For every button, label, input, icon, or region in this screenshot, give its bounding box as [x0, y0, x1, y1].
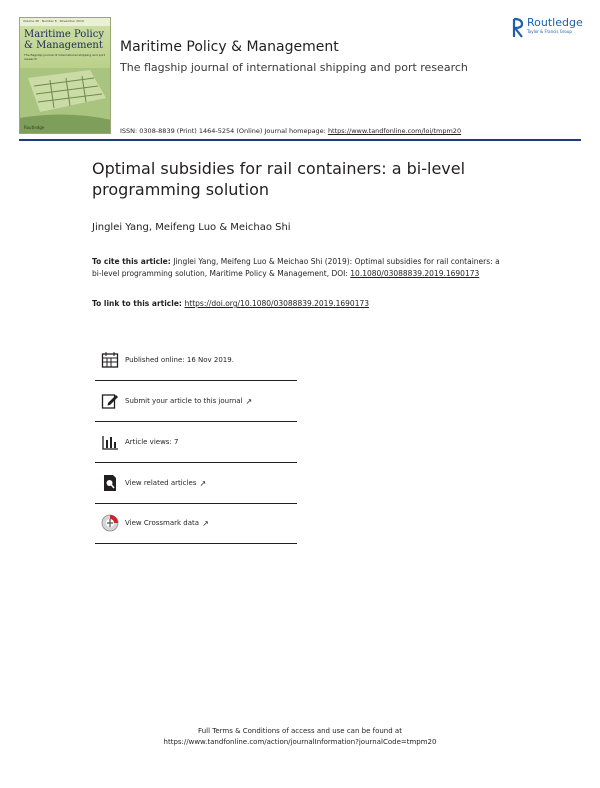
journal-subtitle: The flagship journal of international shipping and port research — [120, 61, 468, 74]
article-views-row — [95, 422, 297, 463]
article-doi-link[interactable]: https://doi.org/10.1080/03088839.2019.1690173 — [184, 299, 370, 308]
publisher-name: Routledge — [527, 16, 583, 29]
external-link-icon: ↗ — [202, 518, 209, 528]
crossmark-icon — [100, 513, 120, 533]
bar-chart-icon — [100, 432, 120, 452]
article-title: Optimal subsidies for rail containers: a bi-level programming solution — [92, 159, 466, 199]
submit-article-row[interactable] — [95, 381, 297, 422]
journal-title: Maritime Policy & Management — [120, 39, 339, 55]
article-authors: Jinglei Yang, Meifeng Luo & Meichao Shi — [92, 222, 291, 233]
routledge-r-icon — [512, 17, 524, 39]
journal-cover-image — [19, 17, 111, 134]
article-link-line — [92, 299, 369, 308]
link-label: To link to this article: — [92, 299, 185, 308]
publisher-logo[interactable] — [512, 17, 583, 39]
related-articles-row[interactable] — [95, 463, 297, 504]
edit-icon — [100, 391, 120, 411]
footer-line-1: Full Terms & Conditions of access and use can be found at — [198, 727, 402, 735]
related-articles-link[interactable]: View related articles — [125, 479, 197, 487]
submit-article-link[interactable]: Submit your article to this journal — [125, 397, 243, 405]
footer-terms-link[interactable]: https://www.tandfonline.com/action/journalInformation?journalCode=tmpm20 — [163, 738, 437, 746]
header-divider — [19, 139, 581, 141]
citation-block — [92, 256, 502, 279]
cite-doi-link[interactable]: 10.1080/03088839.2019.1690173 — [350, 268, 480, 278]
cover-publisher-text: Routledge — [24, 125, 45, 130]
cover-top-text: Volume 46 · Number 8 · November 2019 — [20, 18, 110, 26]
external-link-icon: ↗ — [245, 396, 253, 406]
publisher-tagline: Taylor & Francis Group — [527, 29, 572, 34]
cite-text: Jinglei Yang, Meifeng Luo & Meichao Shi (2019): Optimal subsidies for rail containers: a bi-level programming solution, Maritime Policy & Management, DOI: — [92, 257, 500, 278]
issn-line — [120, 127, 461, 135]
journal-homepage-link[interactable]: https://www.tandfonline.com/loi/tmpm20 — [327, 127, 462, 135]
search-document-icon — [100, 473, 120, 493]
cover-subtitle: The flagship journal of international shipping and port research — [24, 53, 105, 61]
calendar-icon — [100, 350, 120, 370]
footer-terms — [0, 726, 600, 748]
article-views: Article views: 7 — [125, 438, 179, 446]
issn-text: ISSN: 0308-8839 (Print) 1464-5254 (Online) Journal homepage: — [120, 127, 328, 135]
cite-label: To cite this article: — [92, 257, 174, 266]
crossmark-row[interactable] — [95, 503, 297, 544]
external-link-icon: ↗ — [199, 478, 207, 488]
cover-title: Maritime Policy & Management — [24, 29, 104, 51]
published-online-row — [95, 340, 297, 381]
published-date: Published online: 16 Nov 2019. — [125, 356, 234, 364]
crossmark-link[interactable]: View Crossmark data — [125, 519, 200, 527]
